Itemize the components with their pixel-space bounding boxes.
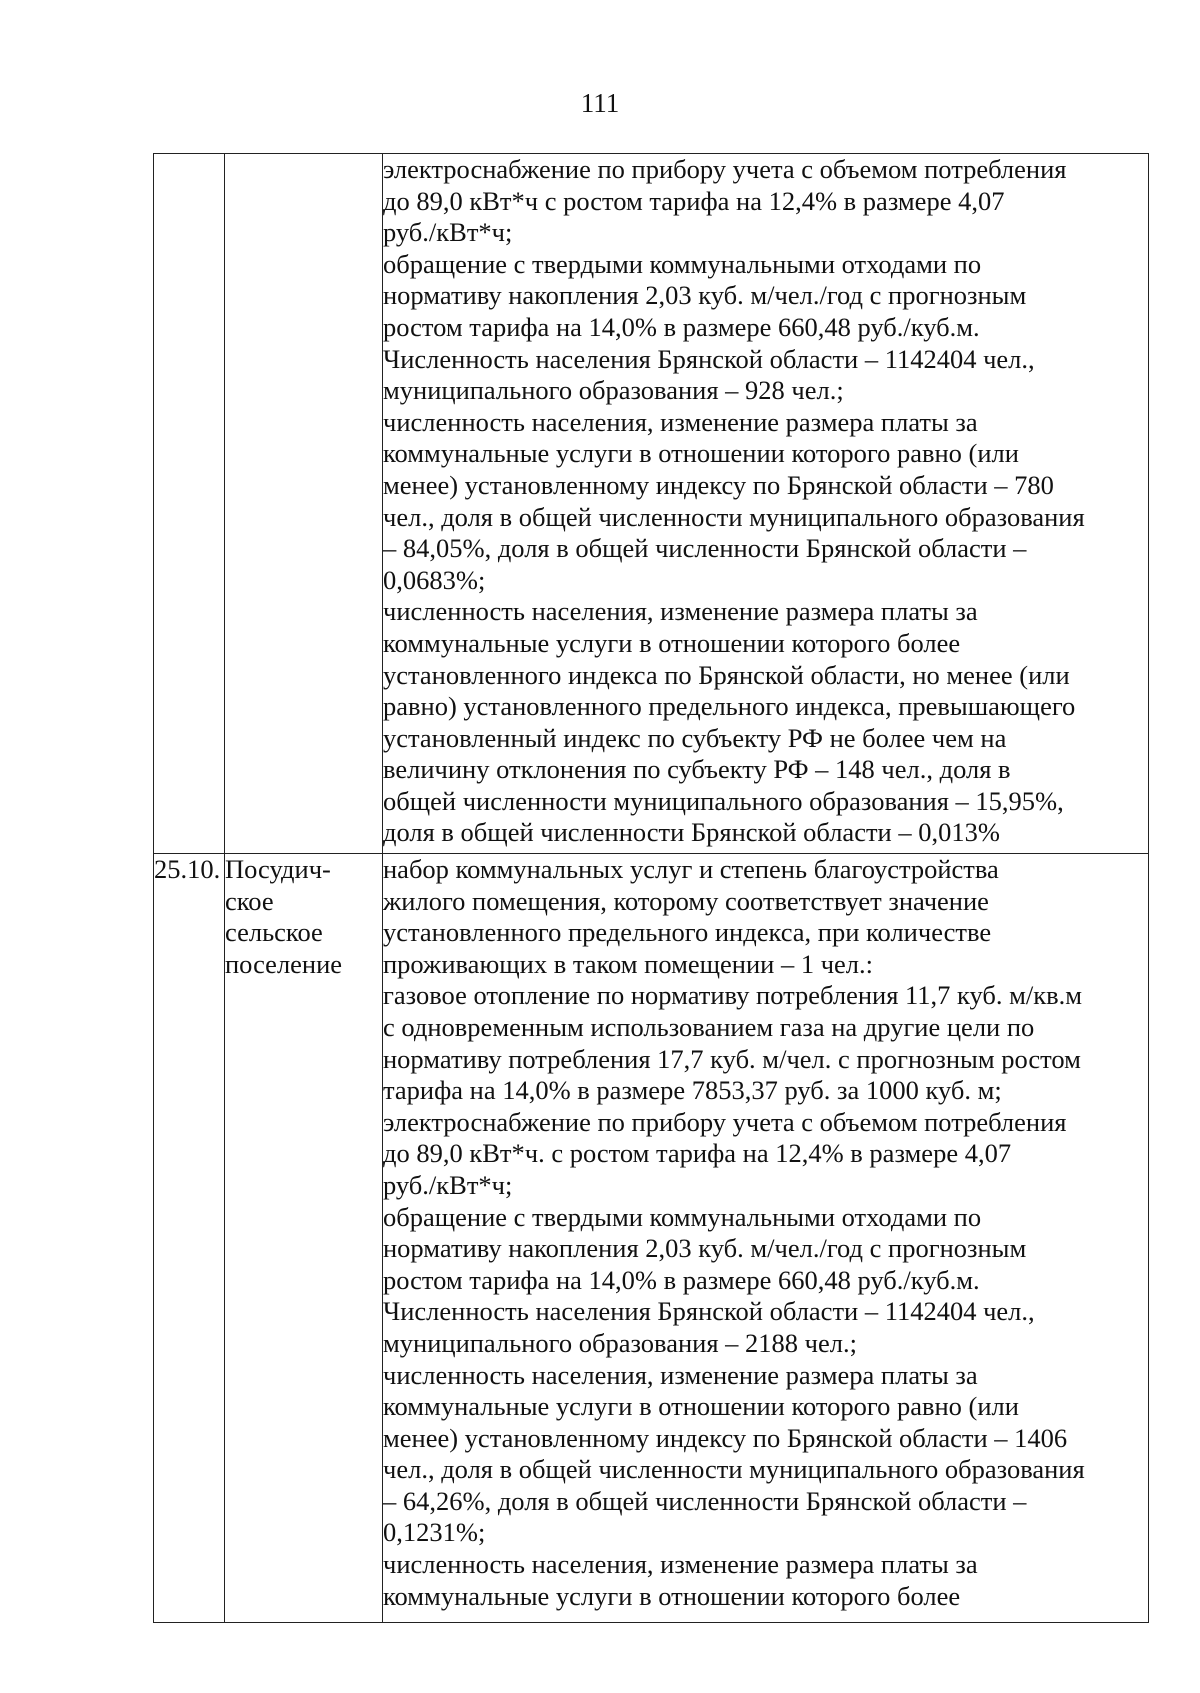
table-row	[154, 154, 1149, 854]
text-line: коммунальные услуги в отношении которого равно (или	[383, 438, 1019, 469]
description-cell	[383, 154, 1149, 854]
text-line: численность населения, изменение размера платы за	[383, 406, 978, 437]
text-line: коммунальные услуги в отношении которого равно (или	[383, 1391, 1019, 1422]
name-line: ское	[225, 885, 274, 916]
text-line: величину отклонения по субъекту РФ – 148 чел., доля в	[383, 754, 1011, 785]
table-row	[154, 854, 1149, 1623]
text-line: до 89,0 кВт*ч с ростом тарифа на 12,4% в размере 4,07	[383, 185, 1005, 216]
name-line: поселение	[225, 948, 343, 979]
text-line: равно) установленного предельного индекса, превышающего	[383, 691, 1076, 722]
text-line: менее) установленному индексу по Брянской области – 1406	[383, 1422, 1068, 1453]
text-line: газовое отопление по нормативу потребления 11,7 куб. м/кв.м	[383, 980, 1083, 1011]
text-line: установленный индекс по субъекту РФ не более чем на	[383, 722, 1007, 753]
text-line: менее) установленному индексу по Брянской области – 780	[383, 469, 1054, 500]
description-cell	[383, 854, 1149, 1623]
text-line: нормативу накопления 2,03 куб. м/чел./год с прогнозным	[383, 1233, 1027, 1264]
text-line: чел., доля в общей численности муниципального образования	[383, 1454, 1085, 1485]
text-line: обращение с твердыми коммунальными отходами по	[383, 1201, 982, 1232]
text-line: ростом тарифа на 14,0% в размере 660,48 руб./куб.м.	[383, 1264, 980, 1295]
text-line: набор коммунальных услуг и степень благоустройства	[383, 854, 999, 884]
settlement-name-cell	[225, 854, 383, 1623]
text-line: коммунальные услуги в отношении которого более	[383, 627, 961, 658]
text-line: 0,0683%;	[383, 564, 486, 595]
text-line: – 84,05%, доля в общей численности Брянской области –	[383, 533, 1027, 564]
text-line: руб./кВт*ч;	[383, 1169, 513, 1200]
text-line: жилого помещения, которому соответствует значение	[383, 885, 989, 916]
text-line: электроснабжение по прибору учета с объемом потребления	[383, 1106, 1067, 1137]
text-line: обращение с твердыми коммунальными отходами по	[383, 248, 982, 279]
text-line: – 64,26%, доля в общей численности Брянской области –	[383, 1485, 1027, 1516]
text-line: установленного предельного индекса, при количестве	[383, 917, 992, 948]
text-line: Численность населения Брянской области – 1142404 чел.,	[383, 1296, 1035, 1327]
name-line: сельское	[225, 917, 323, 948]
text-line: чел., доля в общей численности муниципального образования	[383, 501, 1085, 532]
row-number-cell	[154, 154, 225, 854]
text-line: доля в общей численности Брянской области – 0,013%	[383, 817, 1000, 848]
text-line: проживающих в таком помещении – 1 чел.:	[383, 948, 874, 979]
text-line: муниципального образования – 2188 чел.;	[383, 1327, 857, 1358]
text-line: руб./кВт*ч;	[383, 217, 513, 248]
row-number-cell: 25.10.	[154, 854, 225, 1623]
text-line: Численность населения Брянской области – 1142404 чел.,	[383, 343, 1035, 374]
text-line: нормативу накопления 2,03 куб. м/чел./год с прогнозным	[383, 280, 1027, 311]
text-line: нормативу потребления 17,7 куб. м/чел. с прогнозным ростом	[383, 1043, 1081, 1074]
text-line: численность населения, изменение размера платы за	[383, 1549, 978, 1580]
name-line: Посудич-	[225, 854, 331, 884]
settlement-name-cell	[225, 154, 383, 854]
text-line: 0,1231%;	[383, 1517, 486, 1548]
data-table	[153, 153, 1149, 1623]
text-line: общей численности муниципального образования – 15,95%,	[383, 785, 1064, 816]
text-line: ростом тарифа на 14,0% в размере 660,48 руб./куб.м.	[383, 311, 980, 342]
text-line: с одновременным использованием газа на другие цели по	[383, 1011, 1035, 1042]
text-line: численность населения, изменение размера платы за	[383, 1359, 978, 1390]
text-line: численность населения, изменение размера платы за	[383, 596, 978, 627]
text-line: установленного индекса по Брянской области, но менее (или	[383, 659, 1070, 690]
text-line: коммунальные услуги в отношении которого более	[383, 1580, 961, 1611]
text-line: тарифа на 14,0% в размере 7853,37 руб. за 1000 куб. м;	[383, 1075, 1002, 1106]
text-line: муниципального образования – 928 чел.;	[383, 375, 844, 406]
page-number: 111	[580, 88, 620, 118]
text-line: электроснабжение по прибору учета с объемом потребления	[383, 154, 1067, 184]
text-line: до 89,0 кВт*ч. с ростом тарифа на 12,4% в размере 4,07	[383, 1138, 1012, 1169]
